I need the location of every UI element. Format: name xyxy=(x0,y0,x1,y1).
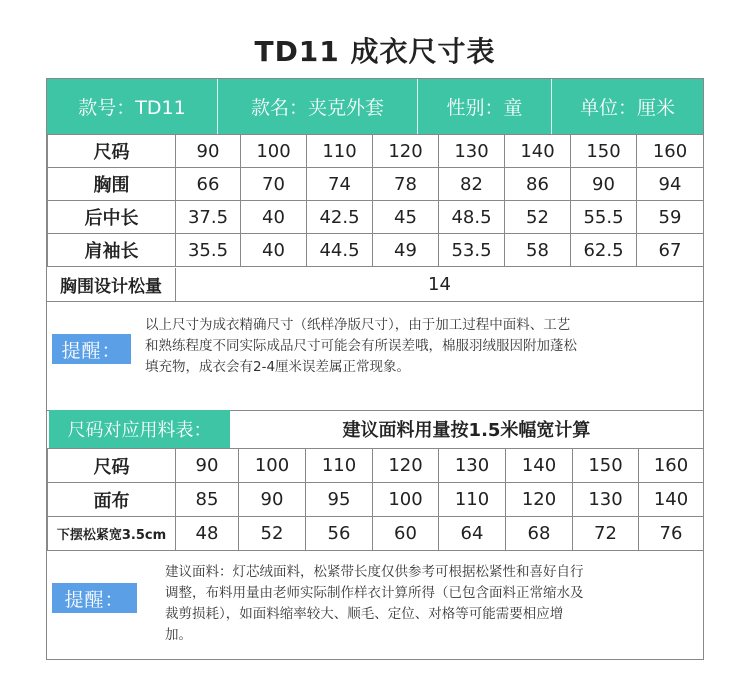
row-label: 下摆松紧宽3.5cm xyxy=(48,517,176,551)
table-row xyxy=(48,135,704,168)
size-table xyxy=(47,134,704,267)
reminder-note-2 xyxy=(47,549,703,659)
size-chart-sheet xyxy=(46,78,704,660)
table-cell: 140 xyxy=(506,449,573,483)
table-cell: 110 xyxy=(307,135,373,168)
table-cell: 62.5 xyxy=(571,234,637,267)
reminder-line: 以上尺寸为成衣精确尺寸（纸样净版尺寸），由于加工过程中面料、工艺 xyxy=(145,317,571,333)
table-cell: 95 xyxy=(306,483,373,517)
table-cell: 78 xyxy=(373,168,439,201)
reminder-line: 和熟练程度不同实际成品尺寸可能会有所误差哦，棉服羽绒服因附加蓬松 xyxy=(145,338,577,354)
table-cell: 130 xyxy=(439,135,505,168)
reminder-line: 填充物，成衣会有2-4厘米误差属正常现象。 xyxy=(145,359,411,375)
reminder-badge: 提醒： xyxy=(52,334,131,364)
table-cell: 90 xyxy=(176,135,241,168)
gender: 性别：童 xyxy=(418,79,552,134)
reminder-text xyxy=(145,315,700,378)
table-row xyxy=(48,168,704,201)
table-cell: 120 xyxy=(373,449,439,483)
table-cell: 52 xyxy=(239,517,306,551)
table-cell: 110 xyxy=(439,483,506,517)
table-cell: 52 xyxy=(505,201,571,234)
table-cell: 48.5 xyxy=(439,201,505,234)
unit: 单位：厘米 xyxy=(579,97,675,119)
table-cell: 110 xyxy=(306,449,373,483)
fabric-table xyxy=(47,448,704,551)
table-cell: 100 xyxy=(241,135,307,168)
table-cell: 74 xyxy=(307,168,373,201)
table-cell: 53.5 xyxy=(439,234,505,267)
table-cell: 85 xyxy=(176,483,239,517)
page-title: TD11 成衣尺寸表 xyxy=(254,35,496,68)
table-cell: 56 xyxy=(306,517,373,551)
fabric-section-header xyxy=(47,410,703,448)
table-cell: 160 xyxy=(637,135,704,168)
table-row xyxy=(48,449,704,483)
chest-ease-label: 胸围设计松量 xyxy=(47,268,176,301)
table-cell: 100 xyxy=(373,483,439,517)
row-label: 尺码 xyxy=(48,449,176,483)
table-cell: 150 xyxy=(571,135,637,168)
table-row xyxy=(48,201,704,234)
style-name: 款名：夹克外套 xyxy=(218,79,418,134)
table-cell: 90 xyxy=(571,168,637,201)
table-cell: 76 xyxy=(639,517,704,551)
row-label: 胸围 xyxy=(48,168,176,201)
table-cell: 45 xyxy=(373,201,439,234)
reminder-line: 加。 xyxy=(165,627,192,643)
table-cell: 140 xyxy=(505,135,571,168)
row-label: 面布 xyxy=(48,483,176,517)
style-number: 款号：TD11 xyxy=(47,79,218,134)
table-cell: 68 xyxy=(506,517,573,551)
reminder-badge: 提醒： xyxy=(52,583,137,613)
reminder-line: 建议面料：灯芯绒面料，松紧带长度仅供参考可根据松紧性和喜好自行 xyxy=(165,564,584,580)
chest-ease-row xyxy=(47,268,703,302)
table-cell: 90 xyxy=(239,483,306,517)
table-cell: 120 xyxy=(373,135,439,168)
reminder-line: 裁剪损耗），如面料缩率较大、顺毛、定位、对格等可能需要相应增 xyxy=(165,606,564,622)
reminder-text xyxy=(165,562,700,646)
table-cell: 49 xyxy=(373,234,439,267)
table-cell: 72 xyxy=(573,517,639,551)
chest-ease-value: 14 xyxy=(428,274,451,295)
table-cell: 120 xyxy=(506,483,573,517)
table-cell: 130 xyxy=(439,449,506,483)
table-cell: 90 xyxy=(176,449,239,483)
table-cell: 40 xyxy=(241,234,307,267)
table-cell: 140 xyxy=(639,483,704,517)
table-row xyxy=(48,483,704,517)
table-cell: 100 xyxy=(239,449,306,483)
table-cell: 37.5 xyxy=(176,201,241,234)
row-label: 后中长 xyxy=(48,201,176,234)
table-cell: 44.5 xyxy=(307,234,373,267)
table-cell: 82 xyxy=(439,168,505,201)
table-cell: 160 xyxy=(639,449,704,483)
table-row xyxy=(48,517,704,551)
table-cell: 58 xyxy=(505,234,571,267)
table-cell: 66 xyxy=(176,168,241,201)
table-cell: 94 xyxy=(637,168,704,201)
table-cell: 86 xyxy=(505,168,571,201)
table-cell: 130 xyxy=(573,483,639,517)
table-cell: 35.5 xyxy=(176,234,241,267)
table-cell: 42.5 xyxy=(307,201,373,234)
table-cell: 48 xyxy=(176,517,239,551)
fabric-section-tag: 尺码对应用料表： xyxy=(49,410,230,448)
fabric-section-caption: 建议面料用量按1.5米幅宽计算 xyxy=(342,420,591,441)
table-cell: 150 xyxy=(573,449,639,483)
reminder-note-1 xyxy=(47,301,703,411)
reminder-line: 调整，布料用量由老师实际制作样衣计算所得（已包含面料正常缩水及 xyxy=(165,585,584,601)
table-cell: 60 xyxy=(373,517,439,551)
table-cell: 64 xyxy=(439,517,506,551)
table-cell: 67 xyxy=(637,234,704,267)
table-cell: 59 xyxy=(637,201,704,234)
table-cell: 70 xyxy=(241,168,307,201)
product-header-bar xyxy=(47,79,703,134)
table-cell: 55.5 xyxy=(571,201,637,234)
row-label: 尺码 xyxy=(48,135,176,168)
table-cell: 40 xyxy=(241,201,307,234)
row-label: 肩袖长 xyxy=(48,234,176,267)
table-row xyxy=(48,234,704,267)
